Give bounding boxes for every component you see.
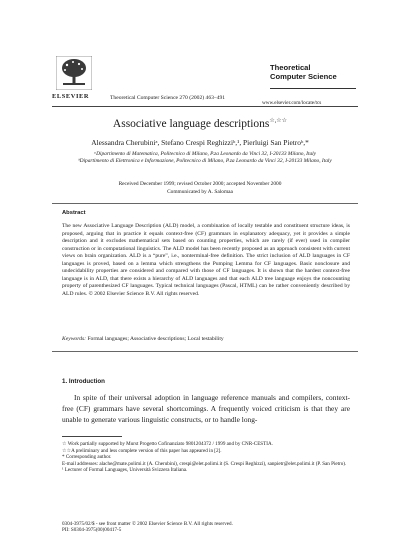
communicated-by: Communicated by A. Salomaa xyxy=(167,189,233,195)
affiliation-b: ᵇDipartimento di Elettronica e Informazione, Politecnico di Milano, P.za Leonardo da Vinci 32, I-20133 Milano, Italy xyxy=(78,158,332,164)
journal-title-rule xyxy=(270,88,356,89)
footnote-funding: ☆ Work partially supported by Murst Progetto Cofinanziato 9801204372 / 1999 and by CNR-CESTIA. xyxy=(62,441,273,447)
footnote-lecturer: ¹ Lecturer of Formal Languages, Università Svizzera Italiana. xyxy=(62,467,188,474)
section-heading: 1. Introduction xyxy=(62,378,105,385)
paper-title xyxy=(0,117,400,130)
keywords-list: Formal languages; Associative descriptions; Local testability xyxy=(87,336,224,342)
keywords-label: Keywords: xyxy=(62,336,87,342)
footnote-rule xyxy=(62,436,122,437)
elsevier-tree-logo xyxy=(56,56,92,90)
journal-title-line2: Computer Science xyxy=(270,71,337,81)
publisher-name: ELSEVIER xyxy=(52,93,90,100)
copyright-line: 0304-3975/02/$ - see front matter © 2002 Elsevier Science B.V. All rights reserved. xyxy=(62,521,233,527)
received-dates: Received December 1999; revised October 2000; accepted November 2000 xyxy=(118,181,282,187)
abstract-text: The new Associative Language Description (ALD) model, a combination of locally testable and constituent structure ideas, is proposed, arguing that in practice it equals context-free (CF) grammars in explanatory adequacy, yet it provides a simple description and it excludes mathematical sets based on counting properties, which are rarely (if ever) used in compiler construction or in computational linguistics. The ALD model has been recently proposed as an approach consistent with current views on brain organization. ALD is a “pure”, i.e., nonterminal-free definition. The strict inclusion of ALD languages in CF languages is proved, based on a lemma which strengthens the Pumping Lemma for CF languages. Basic nonclosure and undecidability properties are considered and compared with those of CF languages. It is shown that the hardest context-free language is in ALD, that there exists a hierarchy of ALD languages and that each ALD tree language enjoys the noncounting property of parenthesized CF languages. Typical technical languages (Pascal, HTML) can be rather conveniently described by ALD rules. © 2002 Elsevier Science B.V. All rights reserved. xyxy=(62,223,350,297)
journal-citation: Theoretical Computer Science 270 (2002) 463–491 xyxy=(110,95,226,101)
abstract-heading: Abstract xyxy=(62,210,86,216)
abstract-top-rule xyxy=(52,203,358,204)
footnote-emails: E-mail addresses: alache@mate.polimi.it (A. Cherubini), crespi@elet.polimi.it (S. Crespi Reghizzi), sanpietr@elet.polimi.it (P. San Pietro). xyxy=(62,460,347,467)
affiliations xyxy=(60,151,350,165)
header-divider xyxy=(52,106,358,107)
footnote-preliminary: ☆☆A preliminary and less complete version of this paper has appeared in [2]. xyxy=(62,447,222,454)
intro-paragraph: In spite of their universal adoption in language reference manuals and compilers, context-free (CF) grammars have several shortcomings. A frequently voiced criticism is that they are unable to generate various linguistic constructs, or to handle long- xyxy=(62,393,350,424)
keywords xyxy=(62,336,350,342)
journal-title xyxy=(270,64,337,81)
footnote-corresponding: * Corresponding author. xyxy=(62,454,112,461)
copyright-block xyxy=(62,521,350,534)
journal-title-line1: Theoretical xyxy=(270,63,311,72)
title-footnote-marks: ☆,☆☆ xyxy=(269,118,288,124)
pii-line: PII: S0304-3975(00)00417-5 xyxy=(62,527,122,534)
submission-history xyxy=(0,180,400,196)
footnotes xyxy=(62,441,350,474)
affiliation-a: ᵃDipartimento di Matematica, Politecnico di Milano, P.za Leonardo da Vinci 32, I-20133 Milano, Italy xyxy=(93,151,317,157)
abstract-bottom-rule xyxy=(52,351,358,352)
author-list: Alessandra Cherubiniᵃ, Stefano Crespi Reghizziᵇ,¹, Pierluigi San Pietroᵇ,* xyxy=(91,138,309,147)
journal-url[interactable]: www.elsevier.com/locate/tcs xyxy=(262,100,322,106)
paper-title-text: Associative language descriptions xyxy=(112,117,270,130)
